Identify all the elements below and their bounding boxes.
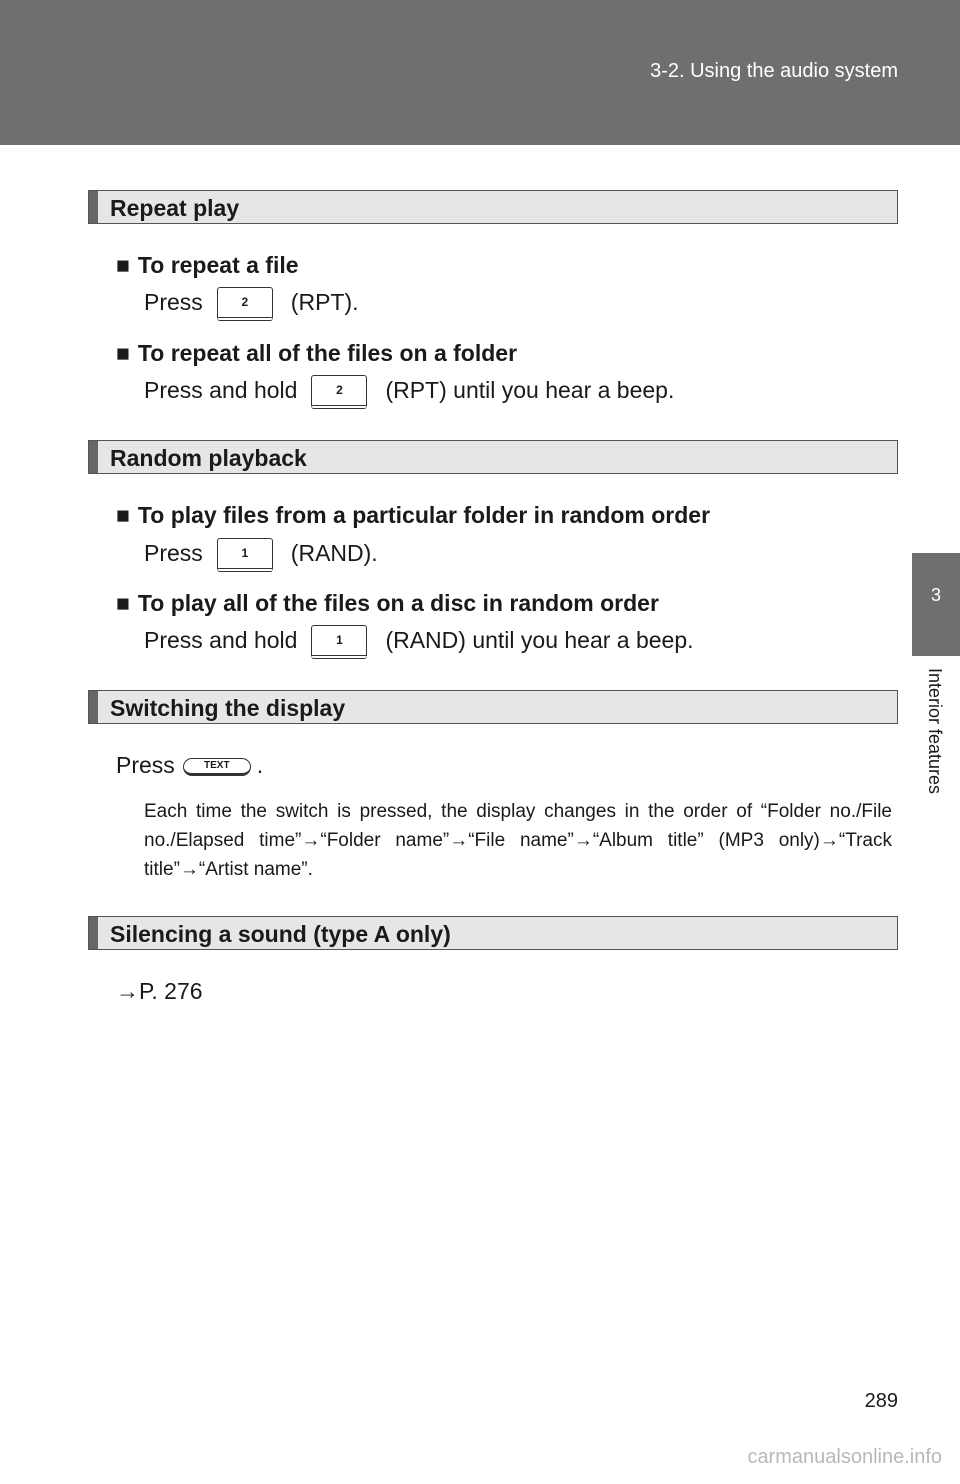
- sub-heading: ■ To play all of the files on a disc in random order: [116, 590, 659, 616]
- instruction-line: Press and hold 2 (RPT) until you hear a beep.: [144, 375, 674, 409]
- section-title: Switching the display: [110, 695, 346, 721]
- watermark: carmanualsonline.info: [747, 1446, 942, 1468]
- bullet-icon: ■: [116, 252, 130, 278]
- chapter-title: Interior features: [925, 668, 945, 795]
- chapter-label: [912, 668, 960, 828]
- page-reference: →P. 276: [116, 978, 203, 1004]
- sub-heading: ■ To repeat all of the files on a folder: [116, 340, 518, 366]
- page-number: 289: [864, 1390, 898, 1412]
- page-header: [0, 0, 960, 145]
- section-title: Silencing a sound (type A only): [110, 921, 451, 947]
- chapter-number: 3: [930, 585, 941, 605]
- display-order-note: Each time the switch is pressed, the display changes in the order of “Folder no./File no./Elapsed time”→“Folder name”→“File name”→“Album title” (MP3 only)→“Track title”→“Artist name”.: [144, 801, 892, 880]
- sub-heading: ■ To play files from a particular folder in random order: [116, 502, 711, 528]
- instruction-line: Press 2 (RPT).: [144, 287, 359, 321]
- instruction-line: Press TEXT .: [116, 752, 264, 778]
- section-bar-random: [88, 440, 898, 474]
- bullet-icon: ■: [116, 502, 130, 528]
- section-bar-silencing: [88, 916, 898, 950]
- section-bar-repeat: [88, 190, 898, 224]
- section-bar-display: [88, 690, 898, 724]
- bullet-icon: ■: [116, 590, 130, 616]
- instruction-line: Press 1 (RAND).: [144, 538, 378, 572]
- preset-2-button-icon: 2: [217, 287, 273, 321]
- bullet-icon: ■: [116, 340, 130, 366]
- preset-1-button-icon: 1: [217, 538, 273, 572]
- chapter-tab: [912, 553, 960, 656]
- text-button-icon: TEXT: [183, 758, 251, 776]
- sub-heading: ■ To repeat a file: [116, 252, 299, 278]
- section-title: Random playback: [110, 445, 307, 471]
- section-title: Repeat play: [110, 195, 240, 221]
- instruction-line: Press and hold 1 (RAND) until you hear a beep.: [144, 625, 694, 659]
- preset-2-button-icon: 2: [311, 375, 367, 409]
- header-section-title: 3-2. Using the audio system: [650, 60, 898, 82]
- preset-1-button-icon: 1: [311, 625, 367, 659]
